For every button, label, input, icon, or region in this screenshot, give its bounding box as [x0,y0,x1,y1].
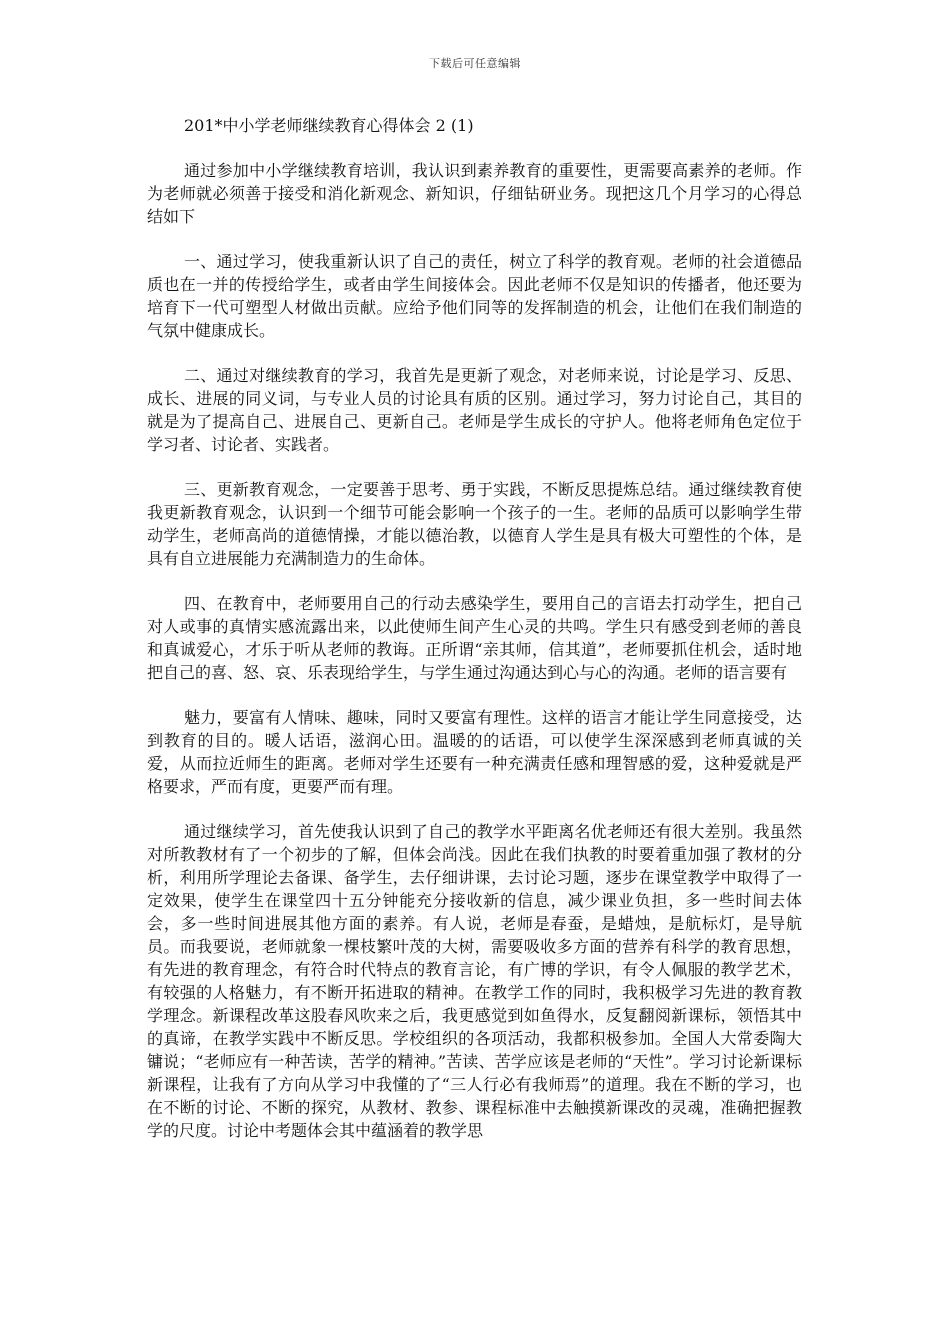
document-body [147,114,802,1142]
header-note: 下载后可任意编辑 [429,57,521,70]
paragraph-intro: 通过参加中小学继续教育培训，我认识到素养教育的重要性，更需要高素养的老师。作为老师就必须善于接受和消化新观念、新知识，仔细钻研业务。现把这几个月学习的心得总结如下 [147,161,802,226]
paragraph-continued-learning: 通过继续学习，首先使我认识到了自己的教学水平距离名优老师还有很大差别。我虽然对所教教材有了一个初步的了解，但体会尚浅。因此在我们执教的时要着重加强了教材的分析，利用所学理论去备课、备学生，去仔细讲课，去讨论习题，逐步在课堂教学中取得了一定效果，使学生在课堂四十五分钟能充分接收新的信息，减少课业负担，多一些时间去体会，多一些时间进展其他方面的素养。有人说，老师是春蚕，是蜡烛，是航标灯，是导航员。而我要说，老师就象一棵枝繁叶茂的大树，需要吸收多方面的营养有科学的教育思想，有先进的教育理念，有符合时代特点的教育言论，有广博的学识，有令人佩服的教学艺术，有较强的人格魅力，有不断开拓进取的精神。在教学工作的同时，我积极学习先进的教育教学理念。新课程改革这股春风吹来之后，我更感觉到如鱼得水，反复翻阅新课标，领悟其中的真谛，在教学实践中不断反思。学校组织的各项活动，我都积极参加。全国人大常委陶大镛说；“老师应有一种苦读，苦学的精神。”苦读、苦学应该是老师的“天性”。学习讨论新课标新课程，让我有了方向从学习中我懂的了“三人行必有我师焉”的道理。我在不断的学习，也在不断的讨论、不断的探究，从教材、教参、课程标准中去触摸新课改的灵魂，准确把握教学的尺度。讨论中考题体会其中蕴涵着的教学思 [147,822,802,1140]
paragraph-point-three: 三、更新教育观念，一定要善于思考、勇于实践，不断反思提炼总结。通过继续教育使我更新教育观念，认识到一个细节可能会影响一个孩子的一生。老师的品质可以影响学生带动学生，老师高尚的道德情操，才能以德治教，以德育人学生是具有极大可塑性的个体，是具有自立进展能力充满制造力的生命体。 [147,480,802,568]
paragraph-point-two: 二、通过对继续教育的学习，我首先是更新了观念，对老师来说，讨论是学习、反思、成长、进展的同义词，与专业人员的讨论具有质的区别。通过学习，努力讨论自己，其目的就是为了提高自己、进展自己、更新自己。老师是学生成长的守护人。他将老师角色定位于学习者、讨论者、实践者。 [147,366,802,454]
paragraph-point-four: 四、在教育中，老师要用自己的行动去感染学生，要用自己的言语去打动学生，把自己对人或事的真情实感流露出来，以此使师生间产生心灵的共鸣。学生只有感受到老师的善良和真诚爱心，才乐于听从老师的教诲。正所谓“亲其师，信其道”，老师要抓住机会，适时地把自己的喜、怒、哀、乐表现给学生，与学生通过沟通达到心与心的沟通。老师的语言要有 [147,594,802,682]
document-title: 201*中小学老师继续教育心得体会 2 (1) [184,116,474,135]
paragraph-language-charm: 魅力，要富有人情味、趣味，同时又要富有理性。这样的语言才能让学生同意接受，达到教育的目的。暖人话语，滋润心田。温暖的的话语，可以使学生深深感到老师真诚的关爱，从而拉近师生的距离。老师对学生还要有一种充满责任感和理智感的爱，这种爱就是严格要求，严而有度，更要严而有理。 [147,708,802,796]
paragraph-point-one: 一、通过学习，使我重新认识了自己的责任，树立了科学的教育观。老师的社会道德品质也在一并的传授给学生，或者由学生间接体会。因此老师不仅是知识的传播者，他还要为培育下一代可塑型人材做出贡献。应给予他们同等的发挥制造的机会，让他们在我们制造的气氛中健康成长。 [147,252,802,340]
